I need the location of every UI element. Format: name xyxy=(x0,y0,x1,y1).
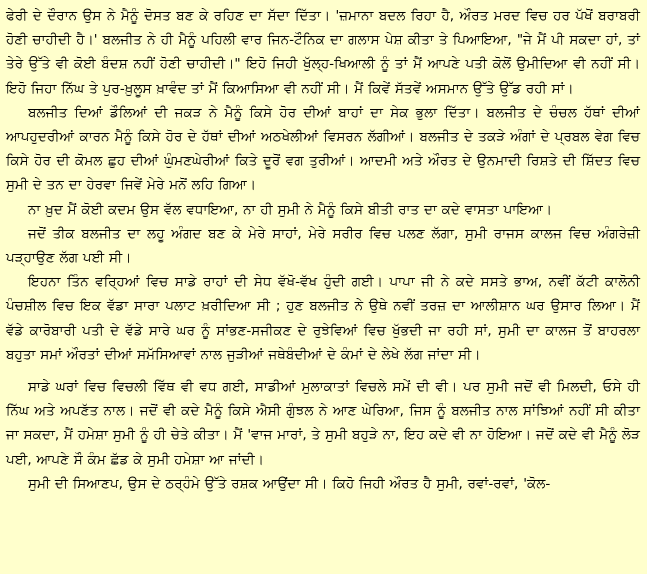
paragraph-2: ਬਲਜੀਤ ਦਿਆਂ ਡੌਲਿਆਂ ਦੀ ਜਕੜ ਨੇ ਮੈਨੂੰ ਕਿਸੇ ਹੋਰ ਦੀਆਂ ਬਾਹਾਂ ਦਾ ਸੇਕ ਭੁਲਾ ਦਿੱਤਾ। ਬਲਜੀਤ ਦੇ ਚੰਚਲ ਹੱਥਾਂ ਦੀਆਂ ਆਪਹੁਦਰੀਆਂ ਕਾਰਨ ਮੈਨੂੰ ਕਿਸੇ ਹੋਰ ਦੇ ਹੱਥਾਂ ਦੀਆਂ ਅਠਖੇਲੀਆਂ ਵਿਸਰਨ ਲੱਗੀਆਂ। ਬਲਜੀਤ ਦੇ ਤਕੜੇ ਅੰਗਾਂ ਦੇ ਪ੍ਰਬਲ ਵੇਗ ਵਿਚ ਕਿਸੇ ਹੋਰ ਦੀ ਕੋਮਲ ਛੁਹ ਦੀਆਂ ਘੁੰਮਣਘੇਰੀਆਂ ਕਿਤੇ ਦੂਰੋਂ ਵਗ ਤੁਰੀਆਂ। ਆਦਮੀ ਅਤੇ ਔਰਤ ਦੇ ਉਨਮਾਦੀ ਰਿਸ਼ਤੇ ਦੀ ਸ਼ਿੱਦਤ ਵਿਚ ਸੁਮੀ ਦੇ ਤਨ ਦਾ ਹੇਰਵਾ ਜਿਵੇਂ ਮੇਰੇ ਮਨੋਂ ਲਹਿ ਗਿਆ। xyxy=(6,104,640,194)
paragraph-4: ਜਦੋਂ ਤੀਕ ਬਲਜੀਤ ਦਾ ਲਹੂ ਅੰਗਦ ਬਣ ਕੇ ਮੇਰੇ ਸਾਹਾਂ, ਮੇਰੇ ਸਰੀਰ ਵਿਚ ਪਲਣ ਲੱਗਾ, ਸੁਮੀ ਰਾਜਸ ਕਾਲਜ ਵਿਚ ਅੰਗਰੇਜ਼ੀ ਪੜ੍ਹਾਉਣ ਲੱਗ ਪਈ ਸੀ। xyxy=(6,225,640,267)
paragraph-3: ਨਾ ਖ਼ੁਦ ਮੈਂ ਕੋਈ ਕਦਮ ਉਸ ਵੱਲ ਵਧਾਇਆ, ਨਾ ਹੀ ਸੁਮੀ ਨੇ ਮੈਨੂੰ ਕਿਸੇ ਬੀਤੀ ਰਾਤ ਦਾ ਕਦੇ ਵਾਸਤਾ ਪਾਇਆ। xyxy=(28,201,553,218)
paragraph-6: ਸਾਡੇ ਘਰਾਂ ਵਿਚ ਵਿਚਲੀ ਵਿੱਥ ਵੀ ਵਧ ਗਈ, ਸਾਡੀਆਂ ਮੁਲਾਕਾਤਾਂ ਵਿਚਲੇ ਸਮੇਂ ਦੀ ਵੀ। ਪਰ ਸੁਮੀ ਜਦੋਂ ਵੀ ਮਿਲਦੀ, ਓਸੇ ਹੀ ਨਿੱਘ ਅਤੇ ਅਪਣੱਤ ਨਾਲ। ਜਦੋਂ ਵੀ ਕਦੇ ਮੈਨੂੰ ਕਿਸੇ ਐਸੀ ਗੁੰਝਲ ਨੇ ਆਣ ਘੇਰਿਆ, ਜਿਸ ਨੂੰ ਬਲਜੀਤ ਨਾਲ ਸਾਂਝਿਆਂ ਨਹੀਂ ਸੀ ਕੀਤਾ ਜਾ ਸਕਦਾ, ਮੈਂ ਹਮੇਸ਼ਾ ਸੁਮੀ ਨੂੰ ਹੀ ਚੇਤੇ ਕੀਤਾ। ਮੈਂ 'ਵਾਜ ਮਾਰਾਂ, ਤੇ ਸੁਮੀ ਬਹੁੜੇ ਨਾ, ਇਹ ਕਦੇ ਵੀ ਨਾ ਹੋਇਆ। ਜਦੋਂ ਕਦੇ ਵੀ ਮੈਨੂੰ ਲੋੜ ਪਈ, ਆਪਣੇ ਸੌ ਕੰਮ ਛੱਡ ਕੇ ਸੁਮੀ ਹਮੇਸ਼ਾ ਆ ਜਾਂਦੀ। xyxy=(6,379,640,468)
paragraph-7: ਸੁਮੀ ਦੀ ਸਿਆਣਪ, ਉਸ ਦੇ ਠਰ੍ਹੰਮੇ ਉੱਤੇ ਰਸ਼ਕ ਆਉਂਦਾ ਸੀ। ਕਿਹੋ ਜਿਹੀ ਔਰਤ ਹੈ ਸੁਮੀ, ਰਵਾਂ-ਰਵਾਂ, 'ਕੋਲ- xyxy=(28,475,551,492)
paragraph-1: ਫੇਰੀ ਦੇ ਦੌਰਾਨ ਉਸ ਨੇ ਮੈਨੂੰ ਦੋਸਤ ਬਣ ਕੇ ਰਹਿਣ ਦਾ ਸੱਦਾ ਦਿੱਤਾ। 'ਜ਼ਮਾਨਾ ਬਦਲ ਰਿਹਾ ਹੈ, ਔਰਤ ਮਰਦ ਵਿਚ ਹਰ ਪੱਖੋਂ ਬਰਾਬਰੀ ਹੋਣੀ ਚਾਹੀਦੀ ਹੈ।' ਬਲਜੀਤ ਨੇ ਹੀ ਮੈਨੂੰ ਪਹਿਲੀ ਵਾਰ ਜਿਨ-ਟੌਨਿਕ ਦਾ ਗਲਾਸ ਪੇਸ਼ ਕੀਤਾ ਤੇ ਪਿਆਇਆ, "ਜੇ ਮੈਂ ਪੀ ਸਕਦਾ ਹਾਂ, ਤਾਂ ਤੇਰੇ ਉੱਤੇ ਵੀ ਕੋਈ ਬੰਦਸ਼ ਨਹੀਂ ਹੋਣੀ ਚਾਹੀਦੀ।" ਇਹੋ ਜਿਹੀ ਖੁੱਲ੍ਹ-ਖਿਆਲੀ ਨੂੰ ਤਾਂ ਮੈਂ ਆਪਣੇ ਪਤੀ ਕੋਲੋਂ ਉਮੀਦਿਆ ਵੀ ਨਹੀਂ ਸੀ। ਇਹੋ ਜਿਹਾ ਨਿੱਘ ਤੇ ਪੁਰ-ਖ਼ੁਲੂਸ ਖ਼ਾਵੰਦ ਤਾਂ ਮੈਂ ਕਿਆਸਿਆ ਵੀ ਨਹੀਂ ਸੀ। ਮੈਂ ਕਿਵੇਂ ਸੱਤਵੇਂ ਅਸਮਾਨ ਉੱਤੇ ਉੱਡ ਰਹੀ ਸਾਂ। xyxy=(6,8,640,97)
paragraph-5: ਇਹਨਾ ਤਿੰਨ ਵਰ੍ਹਿਆਂ ਵਿਚ ਸਾਡੇ ਰਾਹਾਂ ਦੀ ਸੇਧ ਵੱਖੋ-ਵੱਖ ਹੁੰਦੀ ਗਈ। ਪਾਪਾ ਜੀ ਨੇ ਕਦੇ ਸਸਤੇ ਭਾਅ, ਨਵੀਂ ਕੱਟੀ ਕਾਲੋਨੀ ਪੰਚਸ਼ੀਲ ਵਿਚ ਇਕ ਵੱਡਾ ਸਾਰਾ ਪਲਾਟ ਖ਼ਰੀਦਿਆ ਸੀ ; ਹੁਣ ਬਲਜੀਤ ਨੇ ਉਥੇ ਨਵੀਂ ਤਰਜ਼ ਦਾ ਆਲੀਸ਼ਾਨ ਘਰ ਉਸਾਰ ਲਿਆ। ਮੈਂ ਵੱਡੇ ਕਾਰੋਬਾਰੀ ਪਤੀ ਦੇ ਵੱਡੇ ਸਾਰੇ ਘਰ ਨੂੰ ਸਾਂਭਣ-ਸਜੀਕਣ ਦੇ ਰੁਝੇਵਿਆਂ ਵਿਚ ਖੁੱਭਦੀ ਜਾ ਰਹੀ ਸਾਂ, ਸੁਮੀ ਦਾ ਕਾਲਜ ਤੋਂ ਬਾਹਰਲਾ ਬਹੁਤਾ ਸਮਾਂ ਔਰਤਾਂ ਦੀਆਂ ਸਮੱਸਿਆਵਾਂ ਨਾਲ ਜੁੜੀਆਂ ਜਥੇਬੰਦੀਆਂ ਦੇ ਕੰਮਾਂ ਦੇ ਲੇਖੇ ਲੱਗ ਜਾਂਦਾ ਸੀ। xyxy=(6,274,640,363)
